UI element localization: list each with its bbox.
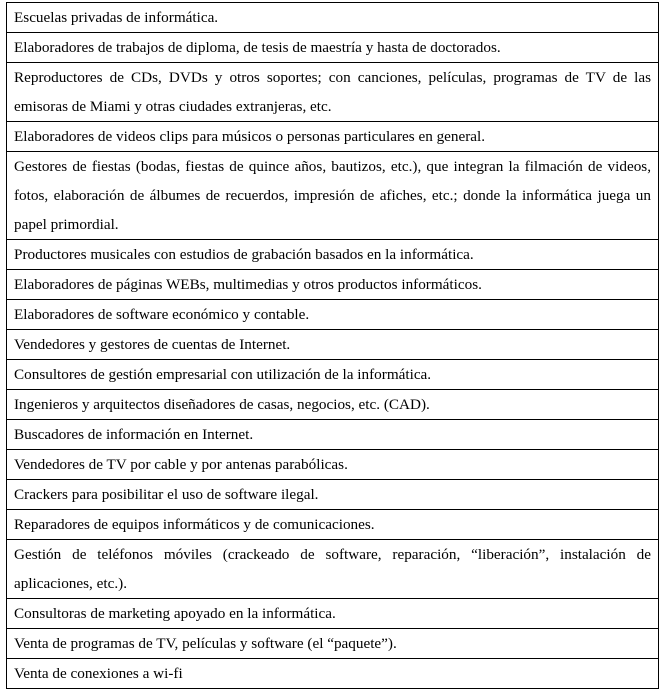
table-row [7,122,659,152]
table-row [7,300,659,330]
table-cell: Vendedores y gestores de cuentas de Internet. [7,330,659,360]
table-row [7,270,659,300]
table-row [7,599,659,629]
table-row [7,63,659,122]
table-cell: Ingenieros y arquitectos diseñadores de casas, negocios, etc. (CAD). [7,390,659,420]
table-cell: Elaboradores de trabajos de diploma, de tesis de maestría y hasta de doctorados. [7,33,659,63]
table-row [7,240,659,270]
table-row [7,480,659,510]
informatics-activities-table [6,2,659,689]
table-cell: Reparadores de equipos informáticos y de comunicaciones. [7,510,659,540]
table-cell: Consultoras de marketing apoyado en la informática. [7,599,659,629]
table-cell: Consultores de gestión empresarial con utilización de la informática. [7,360,659,390]
table-row [7,510,659,540]
table-cell: Elaboradores de software económico y contable. [7,300,659,330]
table-cell: Venta de programas de TV, películas y software (el “paquete”). [7,629,659,659]
table-row [7,629,659,659]
table-cell: Elaboradores de páginas WEBs, multimedias y otros productos informáticos. [7,270,659,300]
table-row [7,33,659,63]
table-row [7,420,659,450]
table-cell: Gestores de fiestas (bodas, fiestas de quince años, bautizos, etc.), que integran la filmación de videos, fotos, elaboración de álbumes de recuerdos, impresión de afiches, etc.; donde la informática juega un papel primordial. [7,152,659,240]
table-row [7,390,659,420]
table-cell: Productores musicales con estudios de grabación basados en la informática. [7,240,659,270]
table-cell: Elaboradores de videos clips para músicos o personas particulares en general. [7,122,659,152]
table-cell: Venta de conexiones a wi-fi [7,659,659,689]
table-row [7,360,659,390]
table-row [7,659,659,689]
table-cell: Gestión de teléfonos móviles (crackeado de software, reparación, “liberación”, instalación de aplicaciones, etc.). [7,540,659,599]
table-cell: Escuelas privadas de informática. [7,3,659,33]
table-row [7,3,659,33]
table-cell: Buscadores de información en Internet. [7,420,659,450]
table-cell: Vendedores de TV por cable y por antenas parabólicas. [7,450,659,480]
table-cell: Crackers para posibilitar el uso de software ilegal. [7,480,659,510]
table-cell: Reproductores de CDs, DVDs y otros soportes; con canciones, películas, programas de TV de las emisoras de Miami y otras ciudades extranjeras, etc. [7,63,659,122]
table-row [7,540,659,599]
table-row [7,330,659,360]
table-row [7,152,659,240]
table-row [7,450,659,480]
